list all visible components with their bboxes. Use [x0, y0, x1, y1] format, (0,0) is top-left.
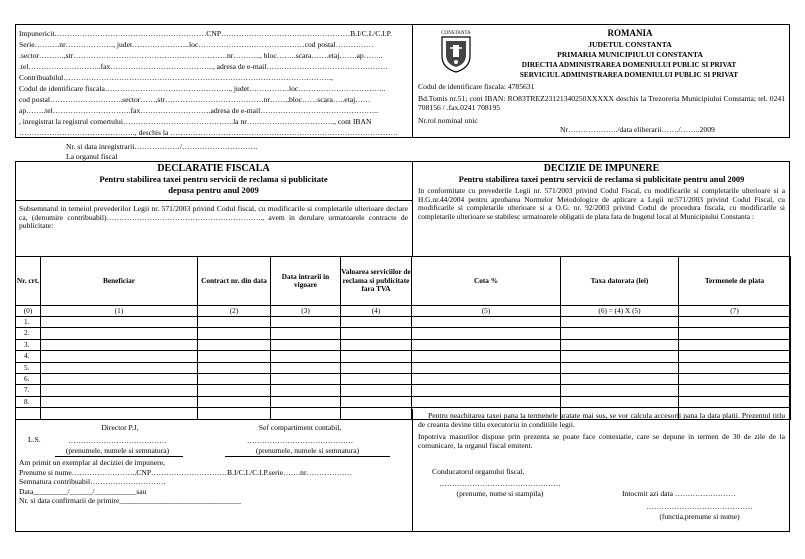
- table-cell[interactable]: [271, 317, 341, 328]
- taxpayer-fields: [19, 30, 409, 140]
- sig-underline-1: [55, 456, 183, 457]
- sef-signature-line: ……………………………………: [246, 437, 354, 445]
- header-title-primaria: PRIMARIA MUNICIPIULUI CONSTANTA: [557, 50, 703, 59]
- table-cell[interactable]: [341, 328, 412, 339]
- fiscal-code: Codul de identificare fiscala: 4785631: [418, 83, 535, 91]
- column-number-row: [16, 306, 791, 317]
- table-cell[interactable]: [341, 408, 412, 419]
- header-title-romania: ROMANIA: [607, 28, 653, 38]
- registration-line: Nr. si data inregistrarii………………/…………………………: [66, 143, 258, 151]
- conducator-signature-line: …………………………………………: [439, 480, 561, 488]
- header-divider: [412, 24, 413, 138]
- receipt-block: [19, 459, 409, 507]
- taxpayer-line: ap……..tel………………………….fax……………………….adresa de e-mail………………………………………..: [19, 107, 378, 115]
- col-header-cota: Cota %: [412, 257, 561, 306]
- declaratie-subtitle: Pentru stabilirea taxei pentru servicii de reclama si publicitate: [99, 175, 328, 184]
- col-number: (5): [412, 306, 561, 317]
- table-cell[interactable]: [41, 328, 198, 339]
- director-signature-line: …………………………………: [68, 437, 167, 445]
- table-cell[interactable]: [271, 328, 341, 339]
- table-row: [16, 362, 791, 373]
- header-title-directia: DIRECTIA ADMINISTRAREA DOMENIULUI PUBLIC SI PRIVAT: [521, 61, 737, 69]
- taxpayer-line: Contribuabilul…………………………………………………………………………………………….,: [19, 74, 333, 82]
- table-header-row: [16, 257, 791, 306]
- table-cell[interactable]: [271, 373, 341, 384]
- table-cell[interactable]: [41, 351, 198, 362]
- table-cell[interactable]: [679, 362, 791, 373]
- table-cell[interactable]: [198, 396, 271, 407]
- table-cell[interactable]: [341, 385, 412, 396]
- col-header-beneficiar: Beneficiar: [41, 257, 198, 306]
- table-cell[interactable]: [198, 351, 271, 362]
- table-cell[interactable]: [271, 362, 341, 373]
- sig-underline-2: [225, 456, 390, 457]
- taxpayer-line: cod postal………………………..sector……,str…………………………………nr…….,bloc……scara…..etaj……: [19, 96, 371, 104]
- col-header-valoarea: Valoarea serviciilor de reclama si publicitate fara TVA: [341, 257, 412, 306]
- table-cell[interactable]: [679, 328, 791, 339]
- table-row: [16, 351, 791, 362]
- director-label: Director P.J,: [101, 424, 139, 432]
- table-cell[interactable]: [679, 396, 791, 407]
- receipt-line: Semnatura contribuabil…………………………: [19, 478, 167, 487]
- main-divider-bottom: [412, 409, 413, 532]
- table-cell[interactable]: [561, 351, 679, 362]
- table-cell[interactable]: [679, 351, 791, 362]
- col-header-termene: Termenele de plata: [679, 257, 791, 306]
- table-cell[interactable]: [412, 317, 561, 328]
- table-cell[interactable]: [41, 362, 198, 373]
- table-cell[interactable]: [341, 339, 412, 350]
- header-title-judet: JUDETUL CONSTANTA: [588, 40, 672, 49]
- sef-contabil-label: Sef compartiment contabil,: [258, 424, 342, 432]
- decizie-subtitle: Pentru stabilirea taxei pentru servicii de reclama si publicitate pentru anul 2009: [458, 175, 745, 184]
- taxpayer-line: ………………………………………., deschis la ………………………………………………………………………………: [19, 129, 399, 137]
- crest-label: CONSTANTA: [441, 31, 471, 36]
- taxpayer-line: .sector……….,str…………………………………………………….nr……….., bloc……..scara…….etaj…….ap……..: [19, 52, 383, 60]
- table-cell[interactable]: [341, 396, 412, 407]
- fiscal-authority-label: La organul fiscal: [66, 153, 118, 161]
- sef-signature-caption: (prenumele, numele si semnatura): [255, 447, 360, 455]
- contestation-note: Inpotriva masurilor dispuse prin prezenta se poate face contestatie, care se depune in termen de 30 de zile de la comunicare, la organul fiscal emitent.: [418, 432, 785, 450]
- row-number-cell: [16, 408, 41, 419]
- intocmit-label: Intocmit azi data ……………………: [622, 490, 736, 498]
- table-cell[interactable]: [198, 373, 271, 384]
- table-cell[interactable]: [561, 373, 679, 384]
- table-cell[interactable]: [341, 362, 412, 373]
- table-cell[interactable]: [561, 328, 679, 339]
- nominal-role: Nr.rol nominal unic: [418, 117, 478, 125]
- conducator-signature-caption: (prenume, nume si stampila): [456, 490, 544, 498]
- table-cell[interactable]: [412, 362, 561, 373]
- row-number-cell: 6.: [16, 373, 41, 384]
- table-cell[interactable]: [561, 317, 679, 328]
- header-title-serviciul: SERVICIUL ADMINISTRAREA DOMENIULUI PUBLIC SI PRIVAT: [519, 71, 739, 79]
- col-number: (0): [16, 306, 41, 317]
- table-cell[interactable]: [679, 373, 791, 384]
- declaratie-body: Subsemnatul in temeiul prevederilor Legii nr. 571/2003 privind Codul fiscal, cu modificarile si completarile ulterioare declare ca, (denumire contribuabil)…………………………………………………….., avem in derulare urmatoarele contracte de publicitate:: [19, 204, 408, 231]
- table-cell[interactable]: [412, 339, 561, 350]
- decizie-title: DECIZIE DE IMPUNERE: [543, 163, 660, 174]
- institution-address: Bd.Tomis nr.51; cont IBAN: RO83TREZ23121340250XXXXX deschis la Trezoreria Municipiului Constanta; tel. 0241 708156 / .fax.0241 708195: [418, 94, 785, 112]
- receipt-line: Data_________/______/___________sau: [19, 487, 147, 496]
- col-number: (1): [41, 306, 198, 317]
- table-cell[interactable]: [561, 339, 679, 350]
- conducator-label: Conducatorul organului fiscal,: [432, 468, 525, 476]
- penalty-note: Pentru neachitarea taxei pana la termenele aratate mai sus, se vor calcula accesorii pana la data platii. Prezentul titlu de creanta devine titlu executoriu in conditiile legii.: [418, 411, 785, 429]
- table-cell[interactable]: [41, 339, 198, 350]
- col-number: (4): [341, 306, 412, 317]
- table-cell[interactable]: [41, 396, 198, 407]
- row-number-cell: 4.: [16, 351, 41, 362]
- row-number-cell: 7.: [16, 385, 41, 396]
- table-row: [16, 373, 791, 384]
- col-header-contract: Contract nr. din data: [198, 257, 271, 306]
- taxpayer-line: .tel………………………..fax………………………………….., adresa de e-mail…………………………………………: [19, 63, 388, 71]
- table-cell[interactable]: [341, 373, 412, 384]
- table-cell[interactable]: [412, 351, 561, 362]
- declaratie-year: depusa pentru anul 2009: [168, 185, 259, 195]
- table-cell[interactable]: [271, 396, 341, 407]
- table-cell[interactable]: [271, 339, 341, 350]
- table-cell[interactable]: [561, 385, 679, 396]
- table-cell[interactable]: [198, 408, 271, 419]
- col-header-taxa: Taxa datorata (lei): [561, 257, 679, 306]
- table-cell[interactable]: [271, 408, 341, 419]
- table-cell[interactable]: [561, 362, 679, 373]
- taxpayer-line: Serie……….nr………………., judet…………………..loc……………………………………cod postal……………: [19, 41, 374, 49]
- table-cell[interactable]: [271, 351, 341, 362]
- ls-label: L.S.: [28, 436, 41, 444]
- col-number: (7): [679, 306, 791, 317]
- table-cell[interactable]: [198, 385, 271, 396]
- table-cell[interactable]: [679, 385, 791, 396]
- row-number-cell: 5.: [16, 362, 41, 373]
- table-cell[interactable]: [198, 317, 271, 328]
- col-number: (3): [271, 306, 341, 317]
- table-row: [16, 328, 791, 339]
- declaratie-separator: [15, 200, 412, 201]
- row-number-cell: 8.: [16, 396, 41, 407]
- table-row: [16, 339, 791, 350]
- intocmit-signature-line: ……………………………………: [646, 503, 753, 511]
- intocmit-signature-caption: (functia,prenume si nume): [659, 513, 740, 521]
- director-signature-caption: (prenumele, numele si semnatura): [65, 447, 170, 455]
- table-row: [16, 317, 791, 328]
- table-cell[interactable]: [412, 328, 561, 339]
- table-cell[interactable]: [198, 362, 271, 373]
- table-cell[interactable]: [679, 339, 791, 350]
- issue-number-date: Nr………………../data eliberarii……./……..2009: [560, 126, 715, 134]
- table-cell[interactable]: [198, 328, 271, 339]
- row-number-cell: 2.: [16, 328, 41, 339]
- table-cell[interactable]: [41, 373, 198, 384]
- table-cell[interactable]: [679, 317, 791, 328]
- table-cell[interactable]: [41, 317, 198, 328]
- col-number: (6) = (4) X (5): [561, 306, 679, 317]
- col-header-nr: Nr. crt.: [16, 257, 41, 306]
- decizie-body: In conformitate cu prevederile Legii nr. 571/2003 privind Codul Fiscal, cu modificarile si completarile ulterioare si a H.G.nr.44/2004 pentru aprobarea Normelor Metodologice de aplicare a Legii nr.571/2003 privind Codul Fiscal, cu modificarile si completarile ulterioare si a O.G. nr. 92/2003 privind Codul de procedura fiscala, cu modificarile si completarile ulterioare se stabilesc urmatoarele obligatii de plata fata de bugetul local al Municipiului Constanta :: [418, 186, 785, 221]
- receipt-line: Prenume si nume……………………..CNP…………………………B.I/C.I./C.I.P.serie…….nr………………: [19, 468, 353, 477]
- table-cell[interactable]: [341, 317, 412, 328]
- taxpayer-line: , inregistrat la registrul comertului……………………………………..la nr…………………………….., cont IBAN: [19, 118, 372, 126]
- receipt-line: Nr. si data confirmarii de primire________________________________: [19, 497, 241, 506]
- table-row: [16, 396, 791, 407]
- taxpayer-line: Impunericit……………………………………………………CNP……………………………………………B.I/C.I./C.I.P.: [19, 30, 392, 38]
- table-cell[interactable]: [198, 339, 271, 350]
- table-cell[interactable]: [412, 385, 561, 396]
- row-number-cell: 3.: [16, 339, 41, 350]
- table-cell[interactable]: [41, 385, 198, 396]
- declaratie-title: DECLARATIE FISCALA: [157, 163, 270, 174]
- table-cell[interactable]: [271, 385, 341, 396]
- row-number-cell: 1.: [16, 317, 41, 328]
- receipt-line: Am primit un exemplar al deciziei de impunere,: [19, 459, 165, 467]
- table-body: [16, 317, 791, 420]
- col-header-data-intrarii: Data intrarii in vigoare: [271, 257, 341, 306]
- table-cell[interactable]: [561, 396, 679, 407]
- col-number: (2): [198, 306, 271, 317]
- table-cell[interactable]: [341, 351, 412, 362]
- table-cell[interactable]: [412, 396, 561, 407]
- table-row: [16, 385, 791, 396]
- taxpayer-line: Codul de identificare fiscala………………………………………….., judet…………….loc……………………………..: [19, 85, 386, 93]
- contracts-table: [15, 256, 791, 420]
- table-cell[interactable]: [41, 408, 198, 419]
- table-cell[interactable]: [412, 373, 561, 384]
